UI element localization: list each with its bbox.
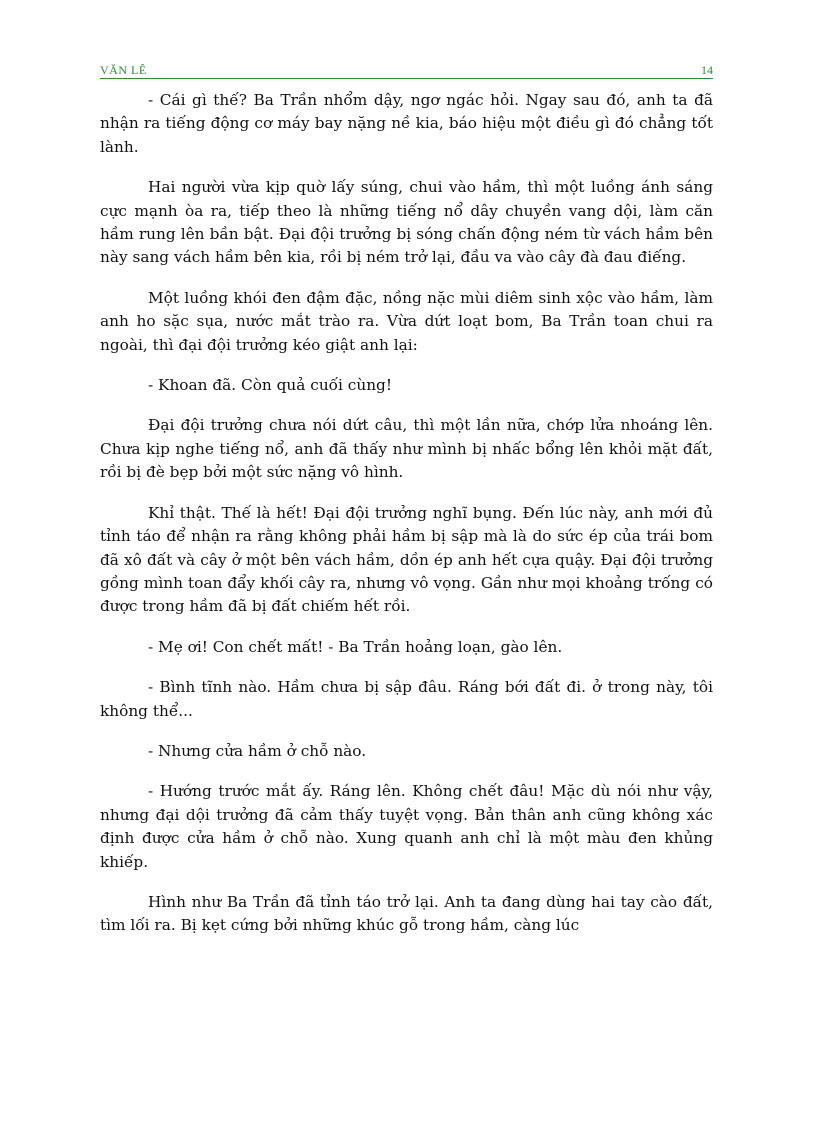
paragraph: - Khoan đã. Còn quả cuối cùng! [148,376,392,395]
page-number: 14 [701,63,713,77]
paragraph: - Nhưng cửa hầm ở chỗ nào. [148,741,367,760]
paragraph: Khỉ thật. Thế là hết! Đại đội trưởng nghĩ bụng. Đến lúc này, anh mới đủ tỉnh táo để nhận ra rằng không phải hầm bị sập mà là do sức ép của trái bom đã xô đất và cây ở một bên vách hầm, dồn ép anh hết cựa quậy. Đại đội trưởng gồng mình toan đẩy khối cây ra, nhưng vô vọng. Gần như mọi khoảng trống có được trong hầm đã bị đất chiếm hết rồi. [100,503,713,616]
paragraph: Hai người vừa kịp quờ lấy súng, chui vào hầm, thì một luồng ánh sáng cực mạnh òa ra, tiếp theo là những tiếng nổ dây chuyền vang dội, làm căn hầm rung lên bần bật. Đại đội trưởng bị sóng chấn động ném từ vách hầm bên này sang vách hầm bên kia, rồi bị ném trở lại, đầu va vào cây đà đau điếng. [100,178,713,267]
paragraph: Một luồng khói đen đậm đặc, nồng nặc mùi diêm sinh xộc vào hầm, làm anh ho sặc sụa, nước mắt trào ra. Vừa dứt loạt bom, Ba Trần toan chui ra ngoài, thì đại đội trưởng kéo giật anh lại: [100,288,713,354]
body-text [100,89,713,955]
paragraph: Đại đội trưởng chưa nói dứt câu, thì một lần nữa, chớp lửa nhoáng lên. Chưa kịp nghe tiếng nổ, anh đã thấy như mình bị nhấc bổng lên khỏi mặt đất, rồi bị đè bẹp bởi một sức nặng vô hình. [100,416,713,482]
paragraph: - Bình tĩnh nào. Hầm chưa bị sập đâu. Ráng bới đất đi. ở trong này, tôi không thể... [100,678,713,720]
paragraph: - Mẹ ơi! Con chết mất! - Ba Trần hoảng loạn, gào lên. [148,637,563,656]
header-author: VĂN LÊ [100,63,147,77]
paragraph: Hình như Ba Trần đã tỉnh táo trở lại. Anh ta đang dùng hai tay cào đất, tìm lối ra. Bị kẹt cứng bởi những khúc gỗ trong hầm, càng lúc [100,892,713,935]
paragraph: - Cái gì thế? Ba Trần nhổm dậy, ngơ ngác hỏi. Ngay sau đó, anh ta đã nhận ra tiếng động cơ máy bay nặng nề kia, báo hiệu một điều gì đó chẳng tốt lành. [100,91,713,156]
running-header [100,60,713,79]
paragraph: - Hướng trước mắt ấy. Ráng lên. Không chết đâu! Mặc dù nói như vậy, nhưng đại dội trưởng đã cảm thấy tuyệt vọng. Bản thân anh cũng không xác định được cửa hầm ở chỗ nào. Xung quanh anh chỉ là một màu đen khủng khiếp. [100,782,713,871]
